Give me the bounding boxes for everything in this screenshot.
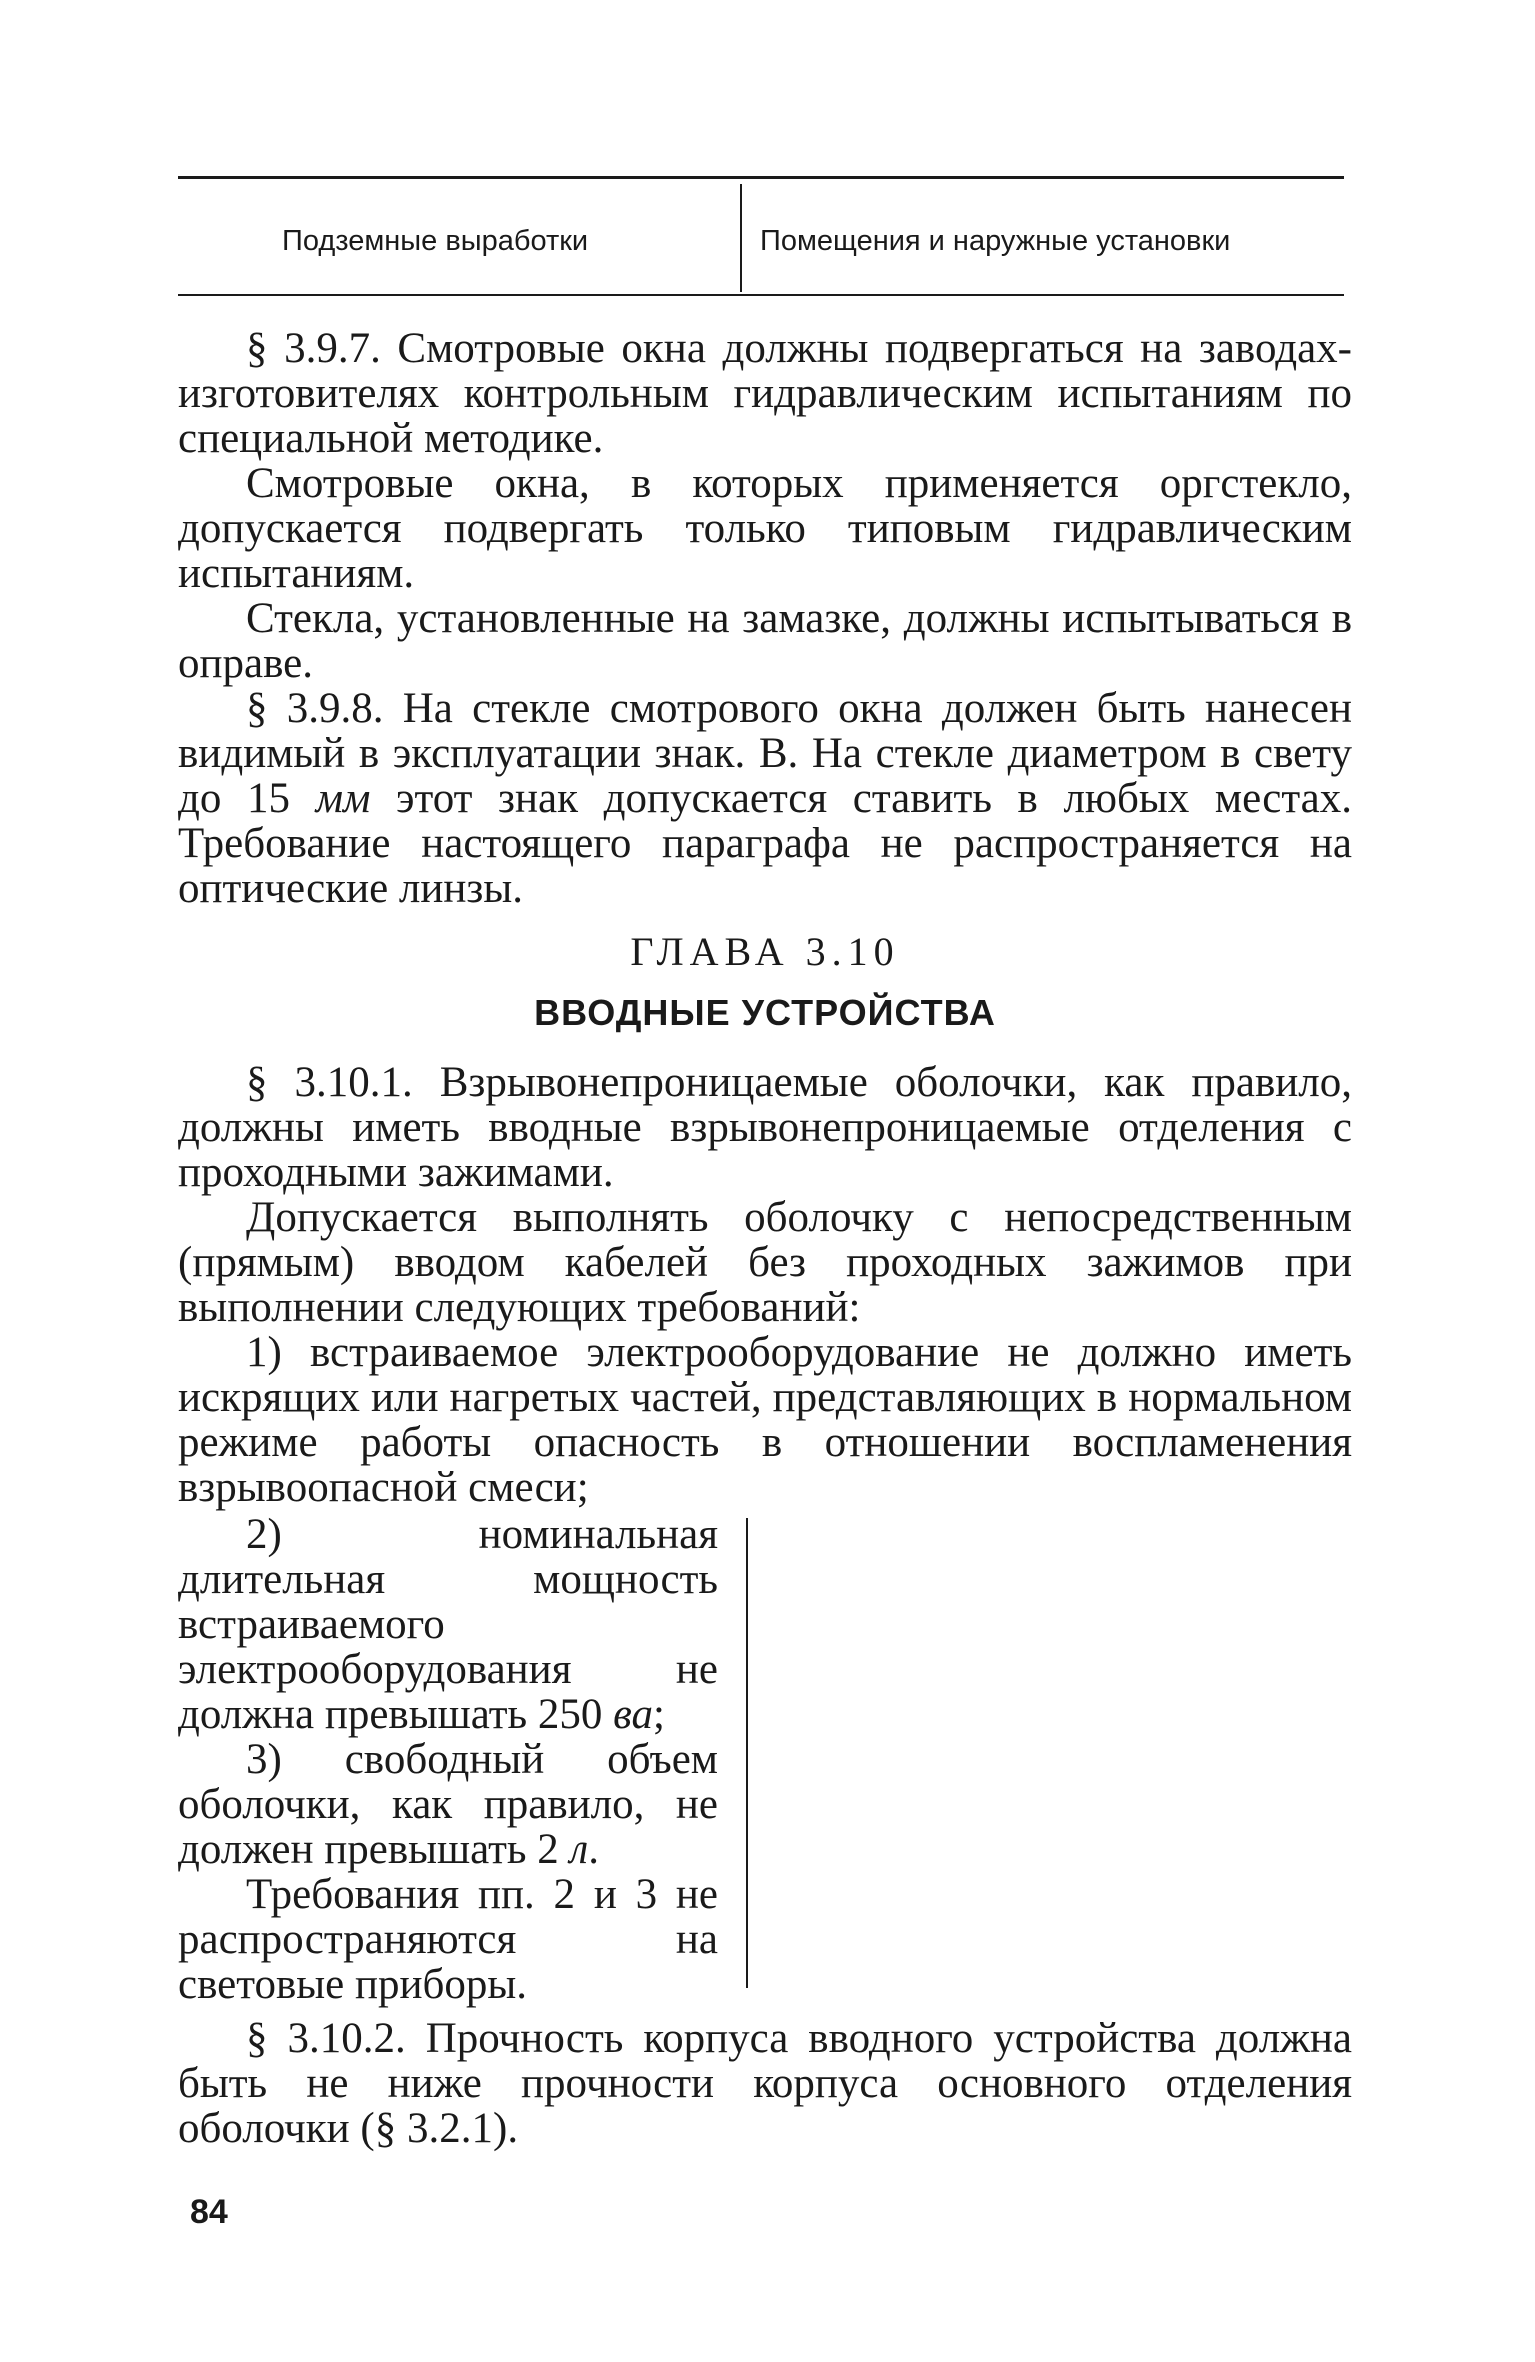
column-vertical-rule [746,1518,748,1988]
p398-after: этот знак допускается ставить в любых местах. Требование настоящего параграфа не распространяется на оптические линзы. [178,775,1352,912]
chapter-title: ВВОДНЫЕ УСТРОЙСТВА [534,992,996,1033]
item2-unit: ва [613,1691,653,1738]
narrow-column [178,1512,718,2007]
header-left-cell: Подземные выработки [282,225,589,257]
item3-end: . [588,1826,600,1873]
paragraph-3-9-8 [178,686,1352,911]
section-3-9-text [178,326,1352,911]
list-item-3 [178,1737,718,1872]
paragraph-orgsteklo: Смотровые окна, в которых применяется оргстекло, допускается подвергать только типовым гидравлическим испытаниям. [178,460,1352,597]
section-3-10-2-text [178,2016,1352,2151]
chapter-label: ГЛАВА 3.10 [630,929,900,974]
item2-text: 2) номинальная длительная мощность встраиваемого электрооборудования не должна превышать 250 [178,1511,718,1738]
paragraph-zamazka: Стекла, установленные на замазке, должны испытываться в оправе. [178,595,1352,687]
list-item-1: 1) встраиваемое электрооборудование не должно иметь искрящих или нагретых частей, представляющих в нормальном режиме работы опасность в отношении воспламенения взрывоопасной смеси; [178,1329,1352,1511]
list-item-2 [178,1512,718,1737]
paragraph-3-10-1: § 3.10.1. Взрывонепроницаемые оболочки, как правило, должны иметь вводные взрывонепроницаемые отделения с проходными зажимами. [178,1059,1352,1196]
item3-text: 3) свободный объем оболочки, как правило, не должен превышать 2 [178,1736,718,1873]
p398-unit: мм [315,775,371,822]
header-right-cell: Помещения и наружные установки [760,225,1231,257]
page-number: 84 [190,2193,228,2231]
paragraph-direct-input: Допускается выполнять оболочку с непосредственным (прямым) вводом кабелей без проходных зажимов при выполнении следующих требований: [178,1194,1352,1331]
p398-before: § 3.9.8. На стекле смотрового окна должен быть нанесен видимый в эксплуатации знак. В. На стекле диаметром в свету до 15 [178,685,1352,822]
item3-unit: л [569,1826,589,1873]
note-paragraph: Требования пп. 2 и 3 не распространяются на световые приборы. [178,1871,718,2008]
paragraph-3-9-7: § 3.9.7. Смотровые окна должны подвергаться на заводах-изготовителях контрольным гидравлическим испытаниям по специальной методике. [178,325,1352,462]
header-bottom-rule [178,294,1344,296]
header-top-rule [178,176,1344,179]
header-divider [740,184,742,292]
item2-end: ; [652,1691,665,1738]
section-3-10-text [178,1060,1352,1510]
paragraph-3-10-2: § 3.10.2. Прочность корпуса вводного устройства должна быть не ниже прочности корпуса основного отделения оболочки (§ 3.2.1). [178,2015,1352,2152]
